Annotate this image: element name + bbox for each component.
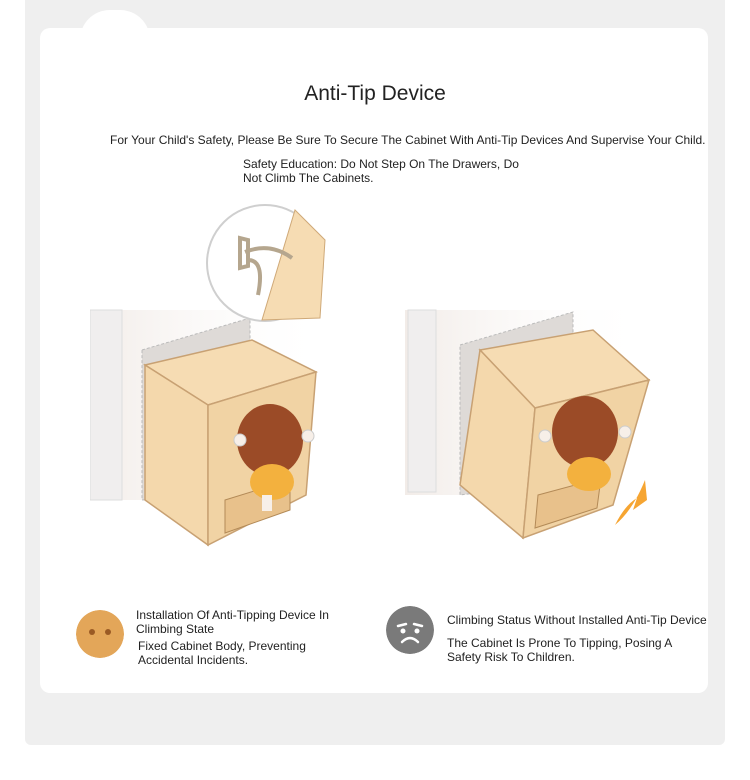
legend-right-desc-line2: Safety Risk To Children. xyxy=(447,649,575,664)
legend-left-heading-line2: Climbing State xyxy=(136,621,215,636)
child-shirt xyxy=(250,464,294,500)
safety-subtitle: For Your Child's Safety, Please Be Sure To Secure The Cabinet With Anti-Tip Devices And Supervise Your Child. xyxy=(110,133,706,147)
safety-education xyxy=(243,157,533,185)
child-hand-right xyxy=(302,430,314,442)
legend-left-desc-line2: Accidental Incidents. xyxy=(138,652,249,667)
child-hair xyxy=(552,396,618,468)
child-hand-left xyxy=(234,434,246,446)
legend-left-heading xyxy=(136,609,351,636)
tipping-cabinet-illustration xyxy=(405,300,655,550)
page-title: Anti-Tip Device xyxy=(304,82,446,105)
child-hand-left xyxy=(539,430,551,442)
door-frame xyxy=(90,310,122,500)
sad-face-icon xyxy=(386,606,434,654)
legend-right-heading: Climbing Status Without Installed Anti-Tip Device xyxy=(447,613,707,627)
door-frame xyxy=(408,310,436,492)
legend-left-heading-line1: Installation Of Anti-Tipping Device In xyxy=(136,608,329,622)
legend-right-desc-line1: The Cabinet Is Prone To Tipping, Posing A xyxy=(447,636,673,650)
secured-cabinet-illustration xyxy=(90,200,340,550)
legend-left-desc-line1: Fixed Cabinet Body, Preventing xyxy=(138,639,306,653)
safety-education-line2: Not Climb The Cabinets. xyxy=(243,171,374,185)
child-hand-right xyxy=(619,426,631,438)
safety-education-line1: Safety Education: Do Not Step On The Drawers, Do xyxy=(243,157,519,171)
neutral-face-icon xyxy=(76,610,124,658)
legend-left-desc xyxy=(138,640,353,667)
child-leg xyxy=(262,495,272,511)
child-shirt xyxy=(567,457,611,491)
legend-right-desc xyxy=(447,637,707,664)
